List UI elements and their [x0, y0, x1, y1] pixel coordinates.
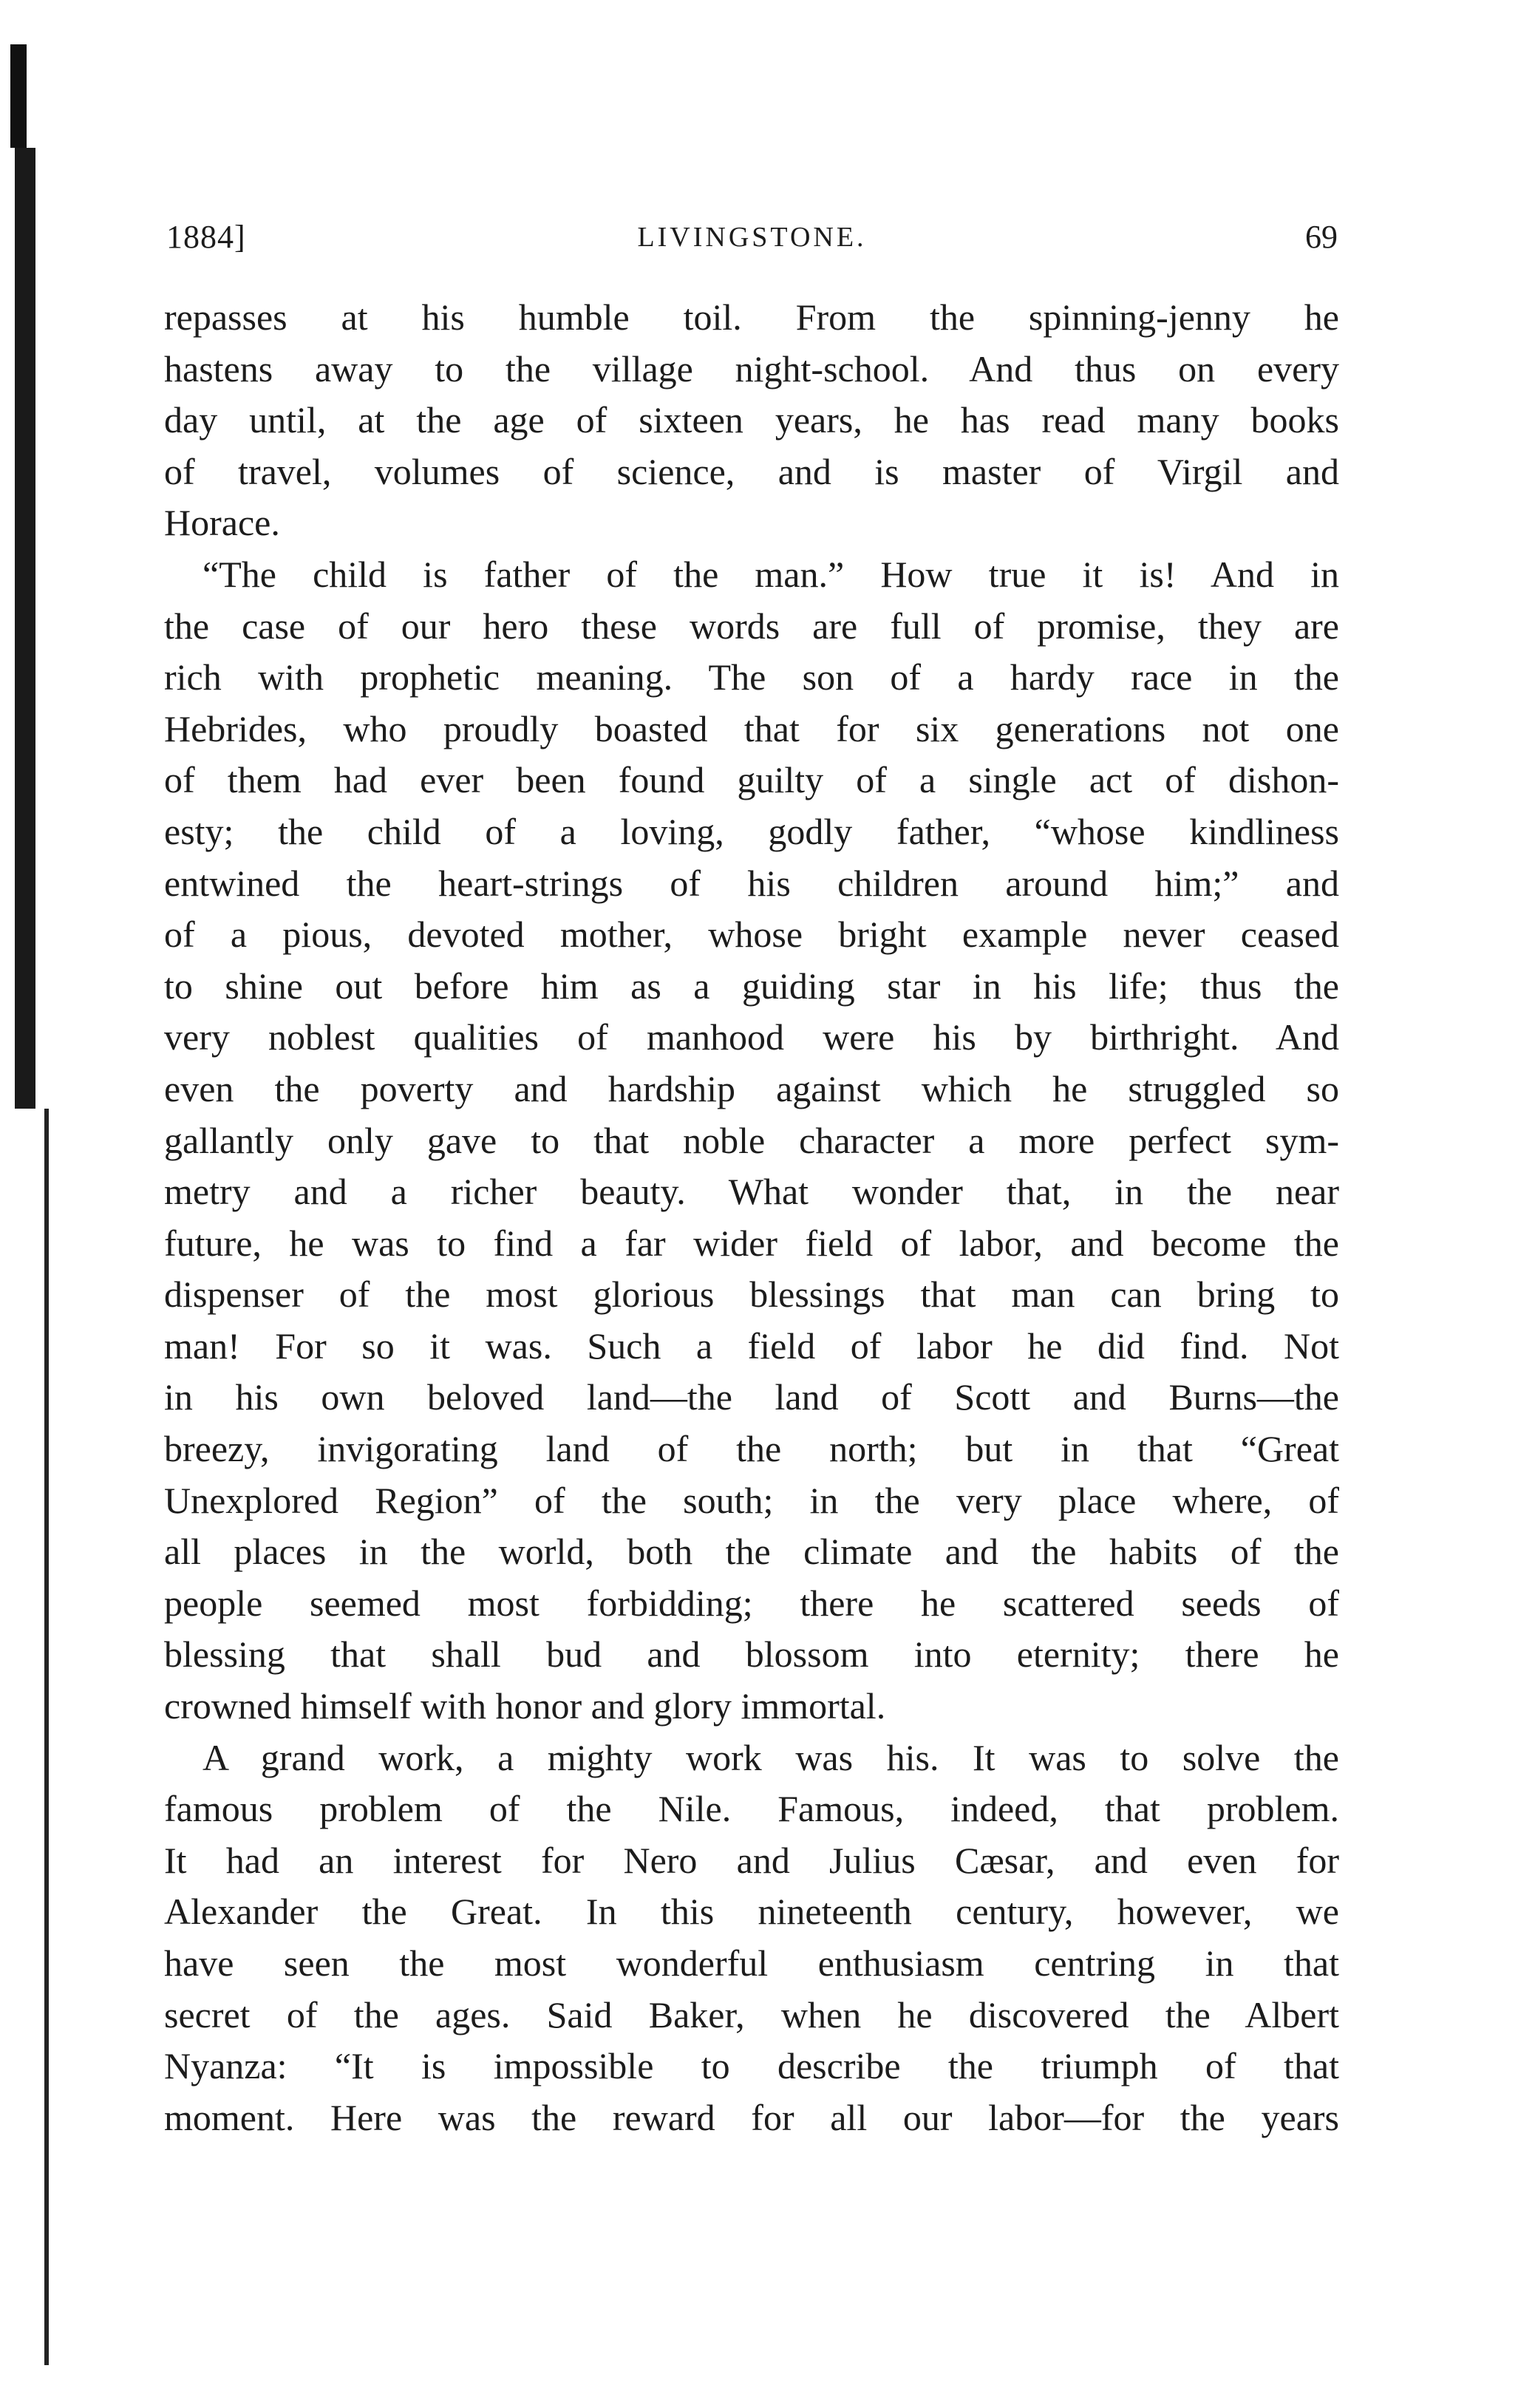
text-line: people seemed most forbidding; there he scattered seeds of [164, 1582, 1339, 1624]
text-line: day until, at the age of sixteen years, he has read many books [164, 399, 1339, 441]
text-line: It had an interest for Nero and Julius Cæsar, and even for [164, 1839, 1339, 1881]
binding-shadow [15, 148, 35, 1109]
text-line: Hebrides, who proudly boasted that for six generations not one [164, 707, 1339, 749]
text-line: repasses at his humble toil. From the spinning-jenny he [164, 296, 1339, 338]
paragraph-start-line: A grand work, a mighty work was his. It was to solve the [202, 1736, 1339, 1778]
running-header [166, 218, 1338, 262]
text-line: Nyanza: “It is impossible to describe the triumph of that [164, 2045, 1339, 2087]
text-line: gallantly only gave to that noble character a more perfect sym- [164, 1119, 1339, 1161]
binding-shadow-bottom [44, 1109, 49, 2365]
text-line: hastens away to the village night-school. And thus on every [164, 347, 1339, 390]
text-line: rich with prophetic meaning. The son of a hardy race in the [164, 656, 1339, 698]
text-line: crowned himself with honor and glory immortal. [164, 1685, 886, 1727]
header-title: LIVINGSTONE. [637, 222, 867, 253]
binding-shadow-top [10, 44, 27, 148]
text-line: to shine out before him as a guiding star in his life; thus the [164, 965, 1339, 1007]
binding-edge [0, 0, 52, 2408]
body-text [164, 292, 1339, 2143]
text-line: very noblest qualities of manhood were his by birthright. And [164, 1016, 1339, 1058]
text-line: of a pious, devoted mother, whose bright example never ceased [164, 914, 1339, 956]
text-line: man! For so it was. Such a field of labor he did find. Not [164, 1324, 1339, 1367]
text-line: have seen the most wonderful enthusiasm centring in that [164, 1942, 1339, 1984]
text-line: breezy, invigorating land of the north; but in that “Great [164, 1428, 1339, 1470]
text-line: of travel, volumes of science, and is master of Virgil and [164, 450, 1339, 492]
text-line: entwined the heart-strings of his children around him;” and [164, 862, 1339, 904]
header-year: 1884] [166, 219, 246, 255]
text-line: esty; the child of a loving, godly father, “whose kindliness [164, 810, 1339, 852]
text-line: future, he was to find a far wider field of labor, and become the [164, 1222, 1339, 1264]
text-line: Horace. [164, 502, 280, 544]
text-line: metry and a richer beauty. What wonder that, in the near [164, 1171, 1339, 1213]
paragraph-start-line: “The child is father of the man.” How true it is! And in [202, 553, 1339, 595]
text-line: famous problem of the Nile. Famous, indeed, that problem. [164, 1788, 1339, 1830]
text-line: of them had ever been found guilty of a single act of dishon- [164, 759, 1339, 801]
text-line: Unexplored Region” of the south; in the very place where, of [164, 1479, 1339, 1521]
text-line: in his own beloved land—the land of Scott and Burns—the [164, 1376, 1339, 1418]
page-number: 69 [1305, 219, 1338, 255]
text-line: secret of the ages. Said Baker, when he discovered the Albert [164, 1993, 1339, 2035]
text-line: moment. Here was the reward for all our labor—for the years [164, 2096, 1339, 2138]
text-line: dispenser of the most glorious blessings that man can bring to [164, 1273, 1339, 1316]
text-line: even the poverty and hardship against which he struggled so [164, 1067, 1339, 1109]
text-line: the case of our hero these words are full of promise, they are [164, 605, 1339, 647]
text-line: all places in the world, both the climate and the habits of the [164, 1531, 1339, 1573]
text-line: blessing that shall bud and blossom into eternity; there he [164, 1633, 1339, 1676]
text-line: Alexander the Great. In this nineteenth century, however, we [164, 1891, 1339, 1933]
